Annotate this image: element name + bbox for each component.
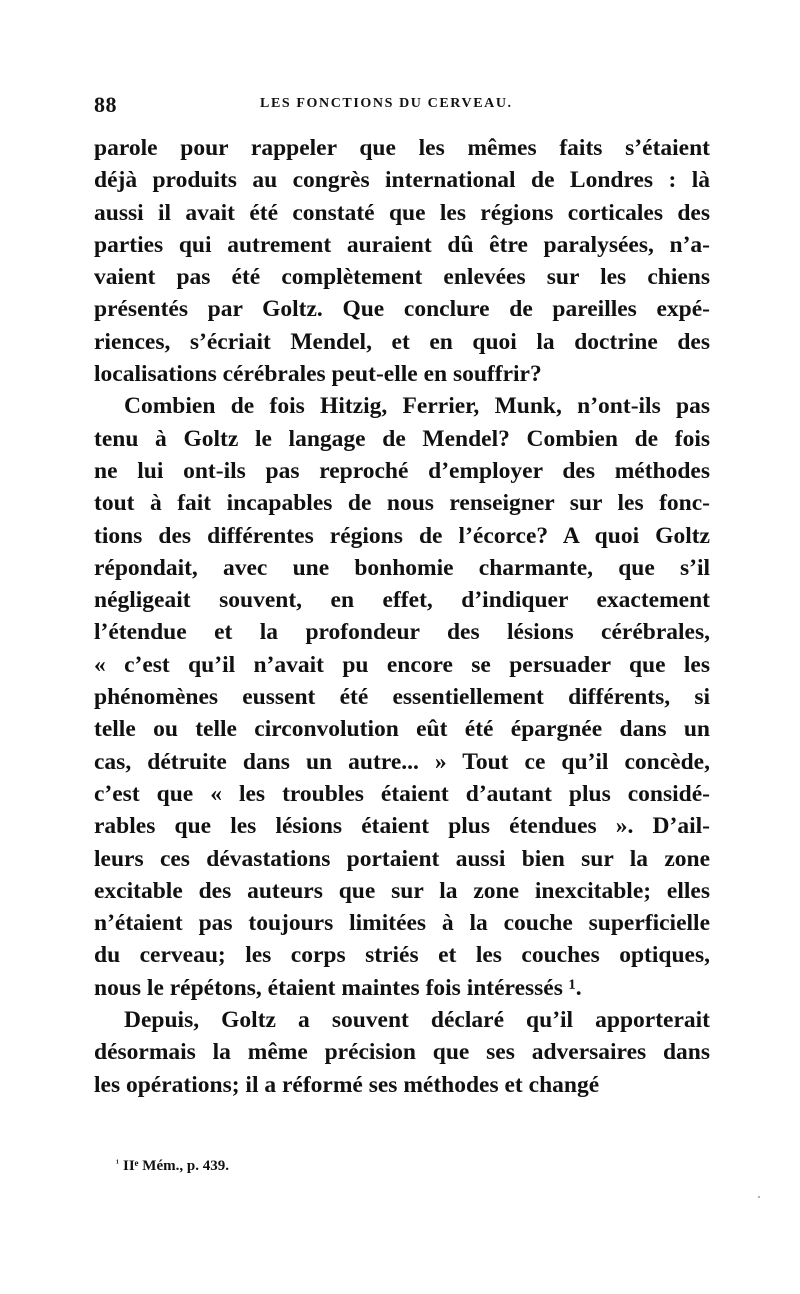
text-line: désormais la même précision que ses adversaires dans (94, 1039, 710, 1066)
text-line: rables que les lésions étaient plus étendues ». D’ail- (94, 813, 710, 840)
text-line: Combien de fois Hitzig, Ferrier, Munk, n’ont-ils pas (124, 393, 710, 420)
text-line: leurs ces dévastations portaient aussi bien sur la zone (94, 845, 710, 872)
text-line: parties qui autrement auraient dû être paralysées, n’a- (94, 231, 710, 258)
text-line: localisations cérébrales peut-elle en souffrir? (94, 361, 542, 388)
paragraph (94, 1004, 710, 1101)
page-number: 88 (94, 92, 117, 117)
text-line: du cerveau; les corps striés et les couches optiques, (94, 942, 710, 969)
text-line: les opérations; il a réformé ses méthodes et changé (94, 1071, 600, 1098)
text-line: déjà produits au congrès international de Londres : là (94, 167, 710, 194)
footnote (116, 1158, 229, 1175)
paper-speck (758, 1196, 760, 1198)
text-line: nous le répétons, étaient maintes fois intéressés ¹. (94, 974, 582, 1001)
text-line: aussi il avait été constaté que les régions corticales des (94, 199, 710, 226)
paragraph (94, 132, 710, 390)
text-line: n’étaient pas toujours limitées à la couche superficielle (94, 910, 710, 937)
footnotes (116, 1158, 229, 1175)
text-line: vaient pas été complètement enlevées sur les chiens (94, 264, 710, 291)
text-line: tions des différentes régions de l’écorce? A quoi Goltz (94, 522, 710, 549)
running-head (94, 92, 710, 122)
text-line: phénomènes eussent été essentiellement différents, si (94, 684, 710, 711)
text-line: répondait, avec une bonhomie charmante, que s’il (94, 554, 710, 581)
text-line: Depuis, Goltz a souvent déclaré qu’il apporterait (124, 1007, 710, 1034)
text-line: riences, s’écriait Mendel, et en quoi la doctrine des (94, 328, 710, 355)
text-line: excitable des auteurs que sur la zone inexcitable; elles (94, 877, 710, 904)
text-line: « c’est qu’il n’avait pu encore se persuader que les (94, 651, 710, 678)
text-line: cas, détruite dans un autre... » Tout ce qu’il concède, (94, 748, 710, 775)
book-page (94, 92, 710, 1101)
text-line: parole pour rappeler que les mêmes faits s’étaient (94, 135, 710, 161)
paragraph (94, 390, 710, 1004)
running-title: LES FONCTIONS DU CERVEAU. (260, 96, 513, 111)
text-line: négligeait souvent, en effet, d’indiquer exactement (94, 587, 710, 614)
text-line: ne lui ont-ils pas reproché d’employer des méthodes (94, 457, 710, 484)
text-line: telle ou telle circonvolution eût été épargnée dans un (94, 716, 710, 743)
footnote-mark: ¹ (116, 1158, 119, 1169)
text-line: présentés par Goltz. Que conclure de pareilles expé- (94, 296, 710, 323)
body-text (94, 132, 710, 1101)
footnote-text: IIᵉ Mém., p. 439. (123, 1158, 229, 1174)
text-line: tenu à Goltz le langage de Mendel? Combien de fois (94, 425, 710, 452)
text-line: tout à fait incapables de nous renseigner sur les fonc- (94, 490, 710, 517)
text-line: c’est que « les troubles étaient d’autant plus considé- (94, 780, 710, 807)
text-line: l’étendue et la profondeur des lésions cérébrales, (94, 619, 710, 646)
